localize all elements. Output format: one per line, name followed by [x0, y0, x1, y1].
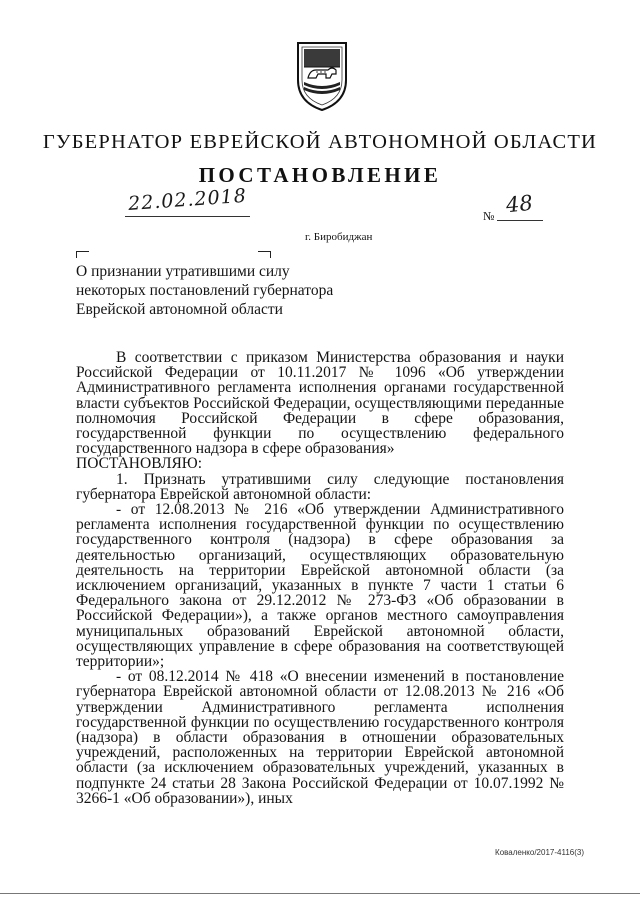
number-underline: [497, 220, 543, 221]
subject-bracket-right: [258, 251, 271, 258]
document-type: ПОСТАНОВЛЕНИЕ: [198, 163, 442, 187]
author-code: Коваленко/2017-4116(3): [495, 848, 584, 857]
item-1: 1. Признать утратившими силу следующие постановления губернатора Еврейской автономной области:: [76, 470, 564, 503]
document-subject: [76, 262, 376, 319]
resolve-heading: ПОСТАНОВЛЯЮ:: [76, 455, 203, 473]
bullet-item: - от 12.08.2013 № 216 «Об утверждении Административного регламента исполнения государственной функции по осуществлению государственного контроля (надзора) в сфере образования за деятельностью организаций, осуществляющих образовательную деятельность на территории Еврейской автономной области (за исключением организаций, указанных в пункте 7 части 1 статьи 6 Федерального закона от 29.12.2012 № 273-ФЗ «Об образовании в Российской Федерации»), а также органов местного самоуправления муниципальных образований Еврейской автономной области, осуществляющих управление в сфере образования на соответствующей территории»;: [76, 501, 564, 671]
handwritten-number: 48: [504, 190, 534, 218]
number-label: №: [483, 209, 495, 223]
city: г. Биробиджан: [305, 231, 373, 243]
handwritten-date: 22.02.2018: [127, 184, 248, 215]
subject-line: Еврейской автономной области: [76, 301, 283, 318]
issuing-authority: ГУБЕРНАТОР ЕВРЕЙСКОЙ АВТОНОМНОЙ ОБЛАСТИ: [42, 131, 598, 153]
date-underline: [125, 216, 250, 217]
bullet-item: - от 08.12.2014 № 418 «О внесении изменений в постановление губернатора Еврейской автономной области от 12.08.2013 № 216 «Об утверждении Административного регламента исполнения государственной функции по осуществлению государственного контроля (надзора) в области образования в отношении образовательных учреждений, расположенных на территории Еврейской автономной области (за исключением образовательных учреждений, указанных в подпункте 24 статьи 28 Закона Российской Федерации от 10.07.1992 № 3266-1 «Об образовании»), иных: [76, 668, 564, 807]
subject-line: некоторых постановлений губернатора: [76, 282, 334, 299]
subject-line: О признании утратившими силу: [76, 263, 290, 280]
coat-of-arms-icon: [296, 40, 348, 112]
document-body: [76, 350, 564, 806]
intro-paragraph: В соответствии с приказом Министерства образования и науки Российской Федерации от 10.11.2017 № 1096 «Об утверждении Административного регламента исполнения органами государственной власти субъектов Российской Федерации, осуществляющими переданные полномочия Российской Федерации в сфере образования, государственной функции по осуществлению федерального государственного надзора в сфере образования»: [76, 349, 564, 458]
subject-bracket-left: [76, 251, 89, 258]
bottom-rule: [0, 893, 640, 894]
